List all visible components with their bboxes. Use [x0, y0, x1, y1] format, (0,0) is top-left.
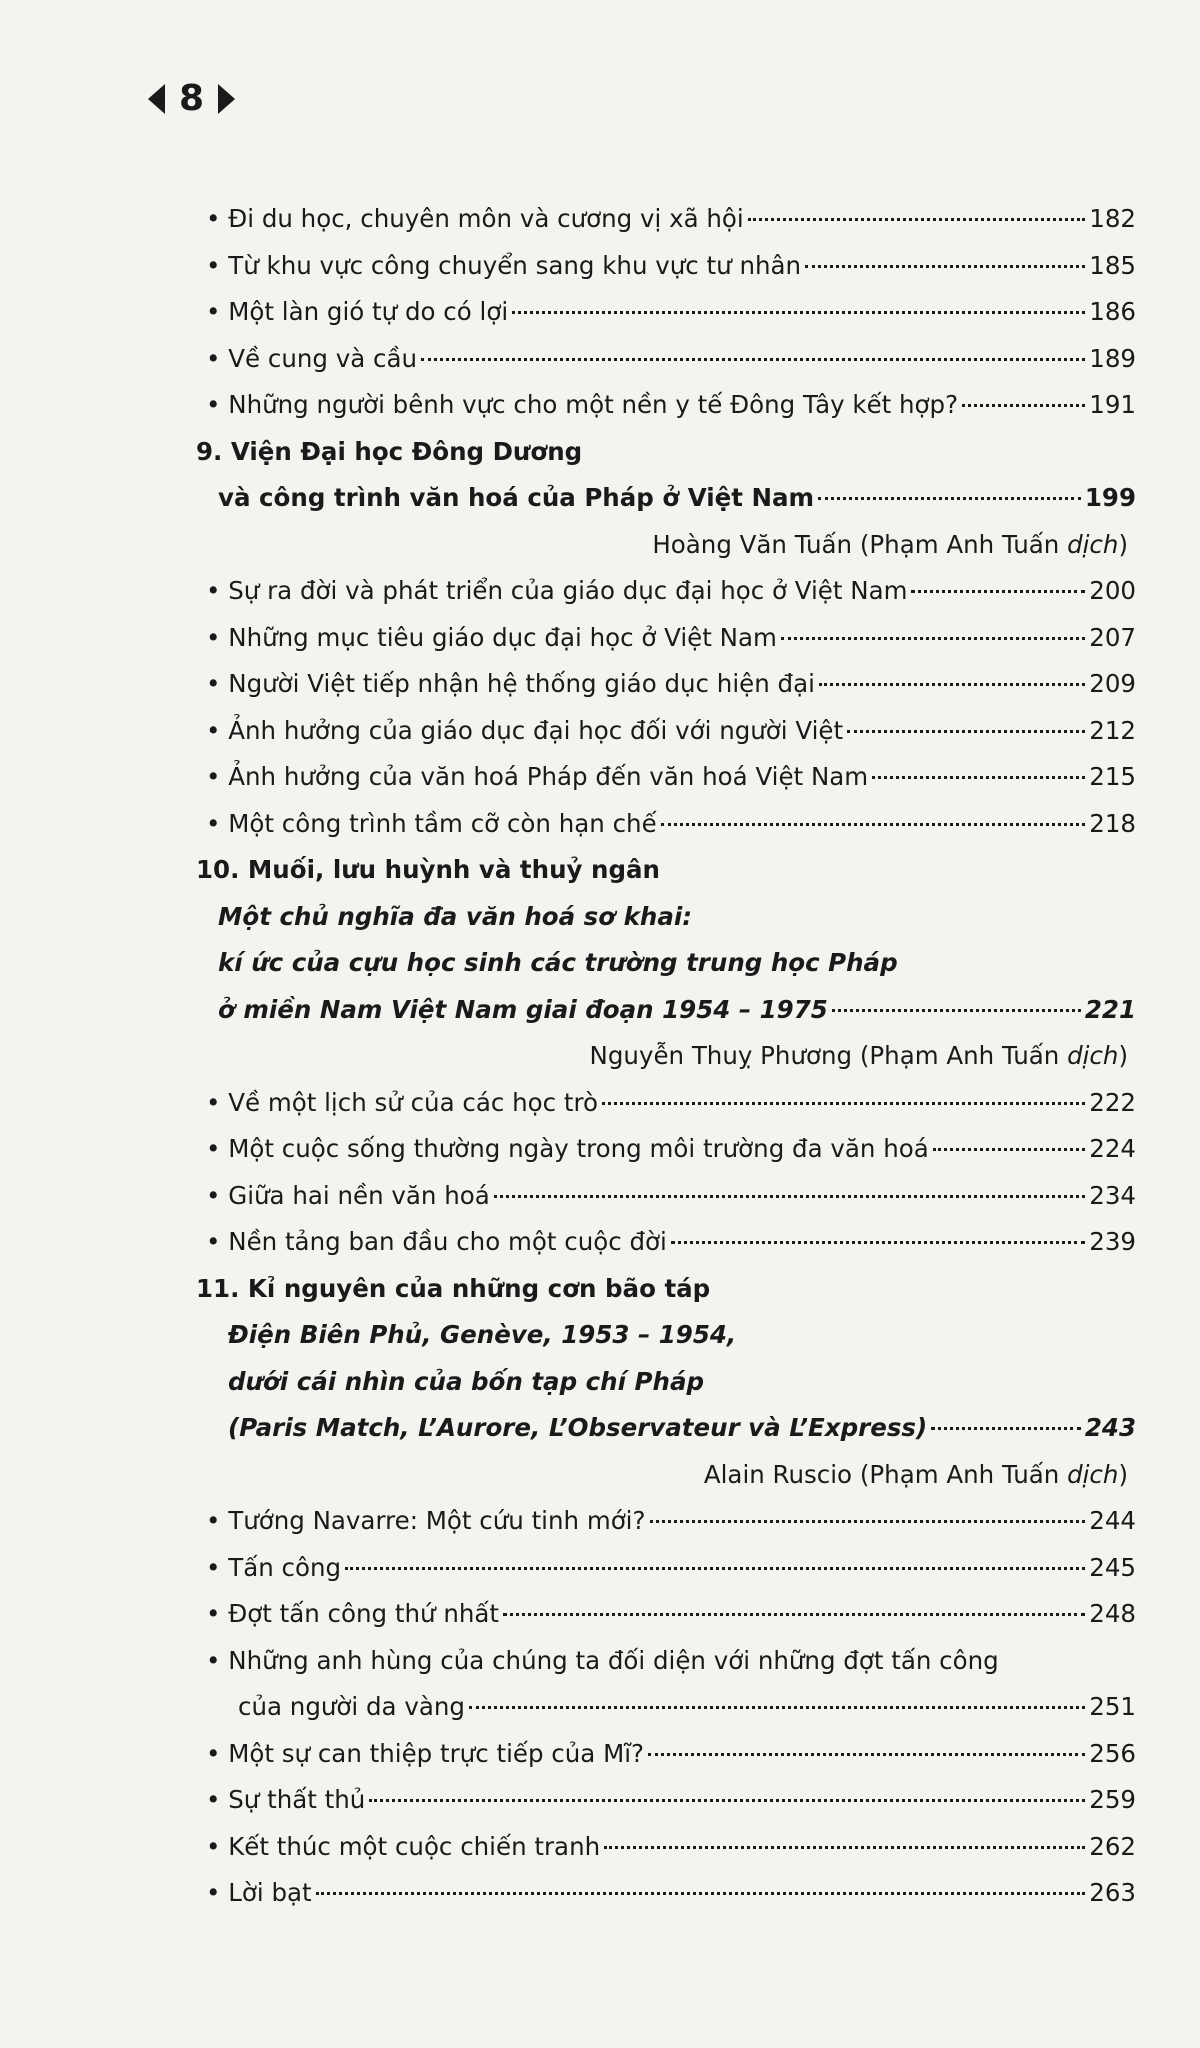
chapter-9-author-close: ) [1118, 529, 1128, 559]
chapter-10-author-name: Nguyễn Thuỵ Phương (Phạm Anh Tuấn [589, 1041, 1068, 1070]
toc-entry-page: 191 [1089, 390, 1136, 419]
dot-leader [847, 730, 1085, 733]
toc-entry-page: 251 [1089, 1692, 1136, 1721]
table-of-contents [196, 196, 1136, 1917]
toc-entry-title: • Nền tảng ban đầu cho một cuộc đời [206, 1227, 667, 1256]
toc-entry [196, 336, 1136, 383]
chapter-10-subtitle-line [196, 894, 1136, 941]
chapter-10-author-close: ) [1118, 1041, 1128, 1070]
toc-entry-page: 234 [1089, 1180, 1136, 1210]
translator-note: dịch [1067, 1459, 1119, 1489]
toc-entry-page: 222 [1089, 1087, 1136, 1117]
dot-leader [931, 1427, 1081, 1430]
previous-page-arrow-icon [148, 84, 165, 114]
dot-leader [503, 1613, 1085, 1616]
chapter-10-subtitle-line [196, 987, 1136, 1034]
toc-entry-title: • Ảnh hưởng của văn hoá Pháp đến văn hoá Việt Nam [206, 762, 869, 791]
toc-entry-title: • Về cung và cầu [206, 343, 418, 373]
toc-entry-page: 245 [1089, 1552, 1136, 1582]
chapter-11-author-close: ) [1118, 1459, 1128, 1489]
toc-entry-page: 239 [1089, 1227, 1136, 1256]
dot-leader [805, 265, 1085, 268]
toc-entry-page: 263 [1089, 1878, 1136, 1907]
dot-leader [650, 1520, 1086, 1523]
toc-entry [196, 1219, 1136, 1266]
toc-entry-page: 182 [1089, 204, 1136, 233]
dot-leader [818, 497, 1081, 500]
chapter-11-author [196, 1452, 1136, 1499]
toc-entry [196, 382, 1136, 429]
dot-leader [748, 218, 1086, 221]
toc-entry [196, 196, 1136, 243]
toc-entry-title: • Ảnh hưởng của giáo dục đại học đối với người Việt [206, 715, 844, 745]
toc-entry-title: • Đi du học, chuyên môn và cương vị xã hội [206, 204, 744, 233]
chapter-11-subtitle-text: (Paris Match, L’Aurore, L’Observateur và L’Express) [228, 1413, 928, 1442]
dot-leader [671, 1241, 1085, 1244]
toc-entry-page: 186 [1089, 297, 1136, 326]
toc-entry [196, 1173, 1136, 1220]
toc-entry-title: • Đợt tấn công thứ nhất [206, 1599, 499, 1628]
toc-entry-title: • Những người bênh vực cho một nền y tế Đông Tây kết hợp? [206, 390, 959, 419]
toc-entry-title: • Người Việt tiếp nhận hệ thống giáo dục hiện đại [206, 669, 815, 698]
chapter-9-title [196, 429, 1136, 476]
chapter-9-subtitle-text: và công trình văn hoá của Pháp ở Việt Nam [218, 483, 815, 512]
dot-leader [421, 358, 1085, 361]
chapter-9-author [196, 522, 1136, 569]
toc-entry [196, 661, 1136, 708]
toc-entry [196, 1824, 1136, 1871]
toc-entry-page: 189 [1089, 343, 1136, 373]
toc-entry [196, 568, 1136, 615]
toc-entry-title: • Một cuộc sống thường ngày trong môi trường đa văn hoá [206, 1134, 929, 1163]
dot-leader [872, 776, 1085, 779]
chapter-9-page: 199 [1084, 483, 1136, 512]
dot-leader [316, 1892, 1086, 1895]
toc-entry [196, 1638, 1136, 1685]
dot-leader [469, 1706, 1085, 1709]
dot-leader [661, 823, 1086, 826]
toc-entry [196, 1591, 1136, 1638]
toc-entry-title: • Sự thất thủ [206, 1785, 366, 1814]
toc-entry-page: 185 [1089, 250, 1136, 280]
toc-entry-title: của người da vàng [238, 1692, 465, 1721]
chapter-11-subtitle-line [196, 1405, 1136, 1452]
toc-entry [196, 615, 1136, 662]
dot-leader [819, 683, 1085, 686]
toc-entry-title: • Về một lịch sử của các học trò [206, 1087, 599, 1117]
toc-entry-page: 207 [1089, 622, 1136, 652]
toc-entry [196, 243, 1136, 290]
toc-entry [196, 801, 1136, 848]
page-header [148, 78, 235, 119]
toc-entry [196, 1870, 1136, 1917]
toc-entry-page: 244 [1089, 1506, 1136, 1535]
chapter-9-title-text: 9. Viện Đại học Đông Dương [196, 436, 583, 466]
toc-entry-title: • Một sự can thiệp trực tiếp của Mĩ? [206, 1738, 645, 1768]
toc-entry-page: 256 [1089, 1738, 1136, 1768]
toc-entry [196, 754, 1136, 801]
chapter-10-title [196, 847, 1136, 894]
toc-entry-page: 224 [1089, 1134, 1136, 1163]
dot-leader [781, 637, 1085, 640]
toc-entry-title: • Một làn gió tự do có lợi [206, 297, 509, 326]
toc-entry-title: • Những mục tiêu giáo dục đại học ở Việt Nam [206, 622, 777, 652]
dot-leader [648, 1753, 1085, 1756]
toc-entry-page: 259 [1089, 1785, 1136, 1814]
chapter-10-title-text: 10. Muối, lưu huỳnh và thuỷ ngân [196, 855, 660, 884]
toc-entry-page: 200 [1089, 576, 1136, 605]
dot-leader [369, 1799, 1085, 1802]
dot-leader [911, 590, 1085, 593]
toc-entry [196, 1777, 1136, 1824]
chapter-11-subtitle-line [196, 1312, 1136, 1359]
toc-entry-title: • Kết thúc một cuộc chiến tranh [206, 1831, 601, 1861]
toc-entry-title: • Một công trình tầm cỡ còn hạn chế [206, 808, 657, 838]
chapter-10-subtitle-text: ở miền Nam Việt Nam giai đoạn 1954 – 1975 [218, 994, 828, 1024]
translator-note: dịch [1067, 529, 1119, 559]
chapter-11-subtitle-text: Điện Biên Phủ, Genève, 1953 – 1954, [228, 1320, 737, 1349]
page-number: 8 [179, 78, 205, 119]
toc-entry-page: 262 [1089, 1831, 1136, 1861]
dot-leader [962, 404, 1085, 407]
toc-entry-page: 212 [1089, 715, 1136, 745]
dot-leader [345, 1567, 1085, 1570]
toc-entry-title: • Tấn công [206, 1552, 342, 1582]
chapter-10-page: 221 [1084, 994, 1136, 1024]
toc-entry-page: 248 [1089, 1599, 1136, 1628]
chapter-10-author [196, 1033, 1136, 1080]
toc-entry [196, 1080, 1136, 1127]
dot-leader [494, 1195, 1085, 1198]
dot-leader [512, 311, 1085, 314]
toc-entry-title: • Sự ra đời và phát triển của giáo dục đại học ở Việt Nam [206, 576, 908, 605]
toc-entry [196, 1545, 1136, 1592]
chapter-9-author-name: Hoàng Văn Tuấn (Phạm Anh Tuấn [652, 529, 1068, 559]
dot-leader [602, 1102, 1085, 1105]
chapter-11-page: 243 [1084, 1413, 1136, 1442]
toc-entry-title: • Những anh hùng của chúng ta đối diện với những đợt tấn công [206, 1645, 999, 1675]
translator-note: dịch [1067, 1041, 1119, 1070]
chapter-11-title [196, 1266, 1136, 1313]
toc-entry [196, 289, 1136, 336]
chapter-10-subtitle-text: Một chủ nghĩa đa văn hoá sơ khai: [218, 901, 693, 931]
toc-entry [196, 1731, 1136, 1778]
chapter-11-title-text: 11. Kỉ nguyên của những cơn bão táp [196, 1273, 711, 1303]
dot-leader [933, 1148, 1085, 1151]
chapter-11-subtitle-line [196, 1359, 1136, 1406]
toc-entry-page: 215 [1089, 762, 1136, 791]
dot-leader [604, 1846, 1085, 1849]
chapter-11-subtitle-text: dưới cái nhìn của bốn tạp chí Pháp [228, 1366, 705, 1396]
toc-entry-page: 209 [1089, 669, 1136, 698]
toc-entry-title: • Giữa hai nền văn hoá [206, 1180, 490, 1210]
toc-entry-title: • Lời bạt [206, 1878, 312, 1907]
toc-entry-title: • Tướng Navarre: Một cứu tinh mới? [206, 1506, 646, 1535]
next-page-arrow-icon [218, 84, 235, 114]
toc-entry [196, 1126, 1136, 1173]
chapter-9-subtitle [196, 475, 1136, 522]
toc-entry-page: 218 [1089, 808, 1136, 838]
toc-entry [196, 1684, 1136, 1731]
chapter-10-subtitle-text: kí ức của cựu học sinh các trường trung học Pháp [218, 948, 898, 977]
toc-entry [196, 1498, 1136, 1545]
toc-entry [196, 708, 1136, 755]
chapter-11-author-name: Alain Ruscio (Phạm Anh Tuấn [703, 1459, 1068, 1489]
dot-leader [832, 1009, 1081, 1012]
toc-entry-title: • Từ khu vực công chuyển sang khu vực tư nhân [206, 250, 802, 280]
chapter-10-subtitle-line [196, 940, 1136, 987]
